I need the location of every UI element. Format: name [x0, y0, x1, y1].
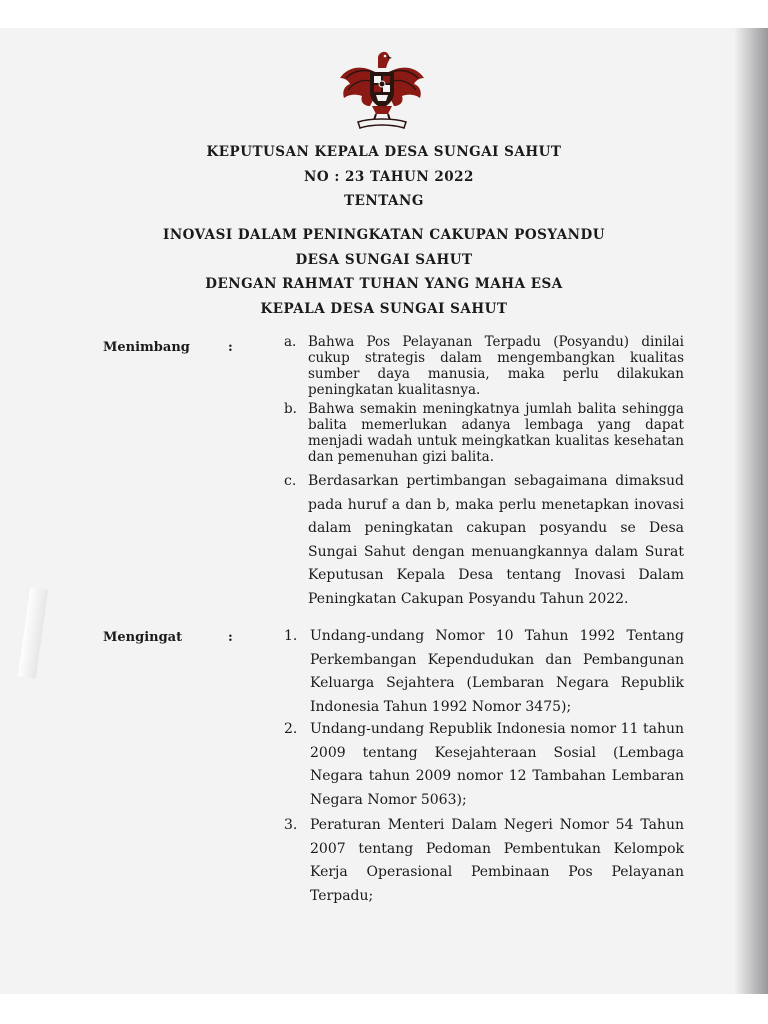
subject-line-2: DESA SUNGAI SAHUT — [295, 252, 473, 268]
item-marker: 2. — [284, 721, 298, 737]
paper-fold — [18, 587, 48, 679]
decree-title: KEPUTUSAN KEPALA DESA SUNGAI SAHUT — [206, 144, 562, 160]
document-page — [0, 28, 768, 994]
item-text: Peraturan Menteri Dalam Negeri Nomor 54 Tahun 2007 tentang Pedoman Pembentukan Kelompok Kerja Operasional Pembinaan Pos Pelayanan Terpadu; — [310, 817, 684, 904]
menimbang-item-a — [284, 334, 684, 398]
mengingat-item-1 — [284, 625, 684, 719]
menimbang-item-b — [284, 401, 684, 465]
mengingat-label: Mengingat — [103, 630, 183, 645]
item-text: Undang-undang Nomor 10 Tahun 1992 Tentang Perkembangan Kependudukan dan Pembangunan Keluarga Sejahtera (Lembaran Negara Republik Indonesia Tahun 1992 Nomor 3475); — [310, 628, 684, 715]
menimbang-item-c — [284, 470, 684, 611]
item-marker: b. — [284, 401, 297, 417]
item-marker: 3. — [284, 817, 298, 833]
item-text: Undang-undang Republik Indonesia nomor 11 tahun 2009 tentang Kesejahteraan Sosial (Lembaga Negara tahun 2009 nomor 12 Tambahan Lembaran Negara Nomor 5063); — [310, 721, 684, 808]
decree-number: NO : 23 TAHUN 2022 — [304, 169, 474, 185]
item-marker: c. — [284, 473, 297, 489]
item-marker: a. — [284, 334, 297, 350]
mengingat-item-3 — [284, 814, 684, 908]
item-text: Bahwa semakin meningkatnya jumlah balita sehingga balita memerlukan adanya lembaga yang dapat menjadi wadah untuk meingkatkan kualitas kesehatan dan pemenuhan gizi balita. — [308, 401, 684, 465]
item-marker: 1. — [284, 628, 298, 644]
item-text: Berdasarkan pertimbangan sebagaimana dimaksud pada huruf a dan b, maka perlu menetapkan inovasi dalam peningkatan cakupan posyandu se Desa Sungai Sahut dengan menuangkannya dalam Surat Keputusan Kepala Desa tentang Inovasi Dalam Peningkatan Cakupan Posyandu Tahun 2022. — [308, 473, 684, 607]
menimbang-label: Menimbang — [103, 340, 190, 355]
garuda-emblem-icon — [334, 44, 430, 134]
about-heading: TENTANG — [344, 193, 424, 209]
item-text: Bahwa Pos Pelayanan Terpadu (Posyandu) dinilai cukup strategis dalam mengembangkan kualitas sumber daya manusia, maka perlu dilakukan peningkatan kualitasnya. — [308, 334, 684, 398]
blessing-line: DENGAN RAHMAT TUHAN YANG MAHA ESA — [205, 276, 563, 292]
mengingat-item-2 — [284, 718, 684, 812]
subject-line-1: INOVASI DALAM PENINGKATAN CAKUPAN POSYANDU — [163, 227, 605, 243]
authority-line: KEPALA DESA SUNGAI SAHUT — [260, 301, 508, 317]
mengingat-colon: : — [228, 630, 233, 645]
menimbang-colon: : — [228, 340, 233, 355]
